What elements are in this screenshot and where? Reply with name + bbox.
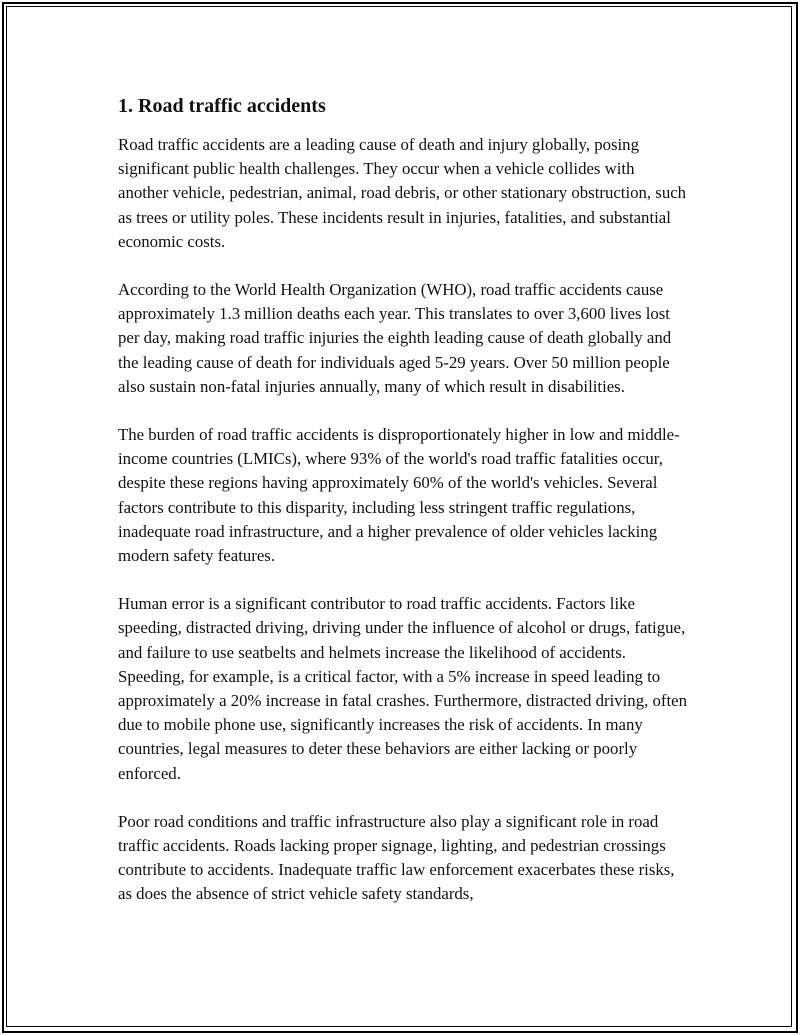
section-heading: 1. Road traffic accidents bbox=[118, 95, 326, 117]
paragraph-2: According to the World Health Organization (WHO), road traffic accidents cause approximately 1.3 million deaths each year. This translates to over 3,600 lives lost per day, making road traffic injuries the eighth leading cause of death globally and the leading cause of death for individuals aged 5-29 years. Over 50 million people also sustain non-fatal injuries annually, many of which result in disabilities. bbox=[118, 280, 672, 396]
paragraph-1: Road traffic accidents are a leading cause of death and injury globally, posing significant public health challenges. They occur when a vehicle collides with another vehicle, pedestrian, animal, road debris, or other stationary obstruction, such as trees or utility poles. These incidents result in injuries, fatalities, and substantial economic costs. bbox=[118, 135, 687, 251]
paragraph-5: Poor road conditions and traffic infrastructure also play a significant role in road traffic accidents. Roads lacking proper signage, lighting, and pedestrian crossings contribute to accidents. Inadequate traffic law enforcement exacerbates these risks, as does the absence of strict vehicle safety standards, bbox=[118, 811, 675, 904]
paragraph-3: The burden of road traffic accidents is disproportionately higher in low and middle-income countries (LMICs), where 93% of the world's road traffic fatalities occur, despite these regions having approximately 60% of the world's vehicles. Several factors contribute to this disparity, including less stringent traffic regulations, inadequate road infrastructure, and a higher prevalence of older vehicles lacking modern safety features. bbox=[118, 425, 680, 566]
document-body bbox=[118, 93, 688, 931]
paragraph-4: Human error is a significant contributor to road traffic accidents. Factors like speeding, distracted driving, driving under the influence of alcohol or drugs, fatigue, and failure to use seatbelts and helmets increase the likelihood of accidents. Speeding, for example, is a critical factor, with a 5% increase in speed leading to approximately a 20% increase in fatal crashes. Furthermore, distracted driving, often due to mobile phone use, significantly increases the risk of accidents. In many countries, legal measures to deter these behaviors are either lacking or poorly enforced. bbox=[118, 594, 687, 783]
